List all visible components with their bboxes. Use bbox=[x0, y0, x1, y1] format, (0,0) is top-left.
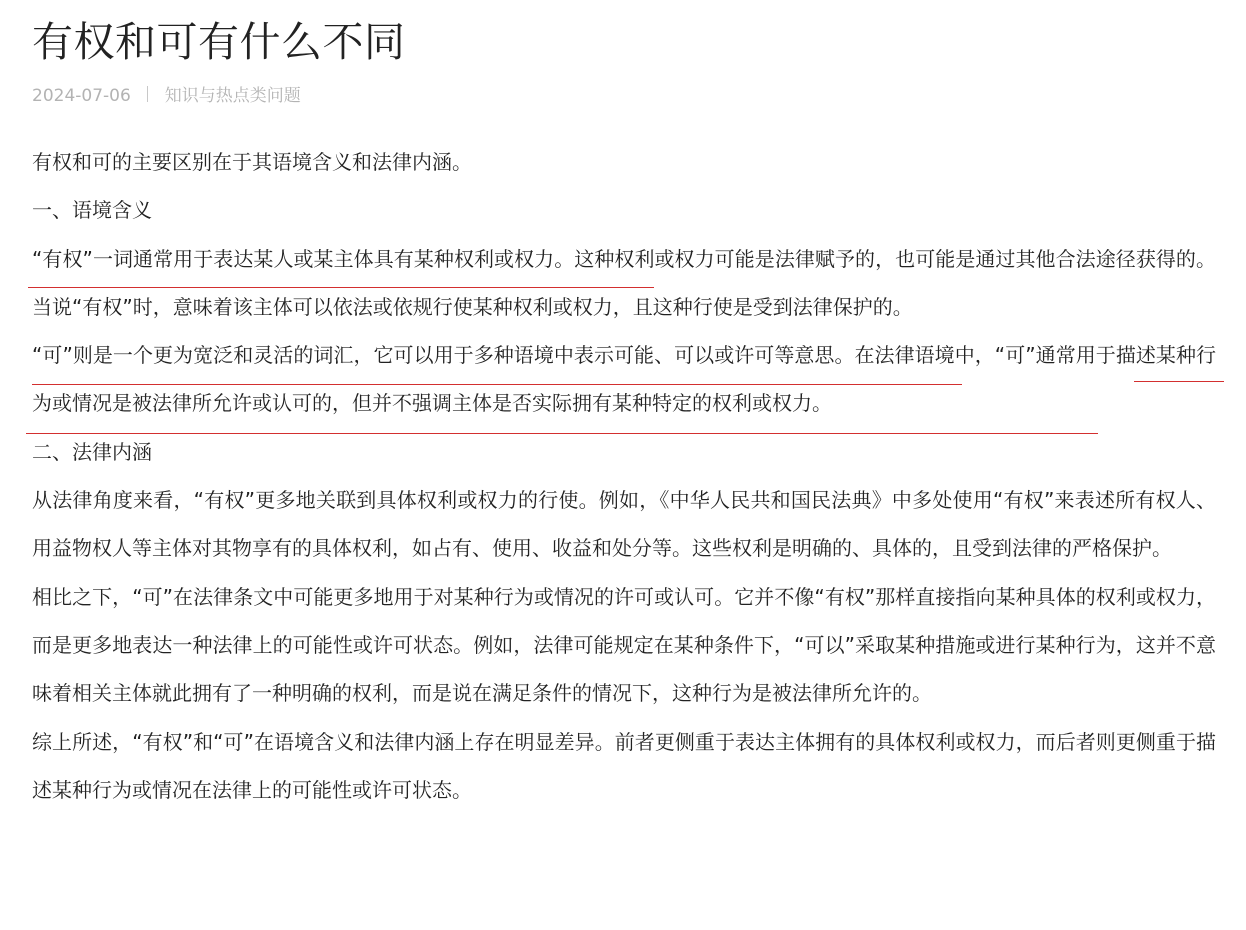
article-category[interactable]: 知识与热点类问题 bbox=[164, 86, 301, 106]
annotation-underline bbox=[28, 287, 654, 288]
section-heading-context: 一、语境含义 bbox=[32, 198, 152, 223]
section-heading-legal: 二、法律内涵 bbox=[32, 439, 152, 464]
context-paragraph-youquan: “有权”一词通常用于表达某人或某主体具有某种权利或权力。这种权利或权力可能是法律赋予的，也可能是通过其他合法途径获得的。当说“有权”时，意味着该主体可以依法或依规行使某种权利或权力，且这种行使是受到法律保护的。 bbox=[32, 246, 1216, 319]
annotation-underline bbox=[1134, 381, 1224, 382]
intro-paragraph: 有权和可的主要区别在于其语境含义和法律内涵。 bbox=[32, 150, 472, 174]
article-meta bbox=[32, 80, 1216, 112]
context-paragraph-ke: “可”则是一个更为宽泛和灵活的词汇，它可以用于多种语境中表示可能、可以或许可等意思。在法律语境中，“可”通常用于描述某种行为或情况是被法律所允许或认可的，但并不强调主体是否实际拥有某种特定的权利或权力。 bbox=[32, 343, 1216, 416]
meta-divider bbox=[147, 86, 148, 102]
legal-paragraph-ke: 相比之下，“可”在法律条文中可能更多地用于对某种行为或情况的许可或认可。它并不像“有权”那样直接指向某种具体的权利或权力，而是更多地表达一种法律上的可能性或许可状态。例如，法律可能规定在某种条件下，“可以”采取某种措施或进行某种行为，这并不意味着相关主体就此拥有了一种明确的权利，而是说在满足条件的情况下，这种行为是被法律所允许的。 bbox=[32, 584, 1216, 706]
annotation-underline bbox=[26, 433, 1098, 434]
article-title: 有权和可有什么不同 bbox=[32, 18, 406, 66]
annotation-underline bbox=[32, 384, 962, 385]
article-body bbox=[32, 138, 1216, 814]
legal-paragraph-youquan: 从法律角度来看，“有权”更多地关联到具体权利或权力的行使。例如，《中华人民共和国民法典》中多处使用“有权”来表述所有权人、用益物权人等主体对其物享有的具体权利，如占有、使用、收益和处分等。这些权利是明确的、具体的，且受到法律的严格保护。 bbox=[32, 488, 1216, 561]
article bbox=[32, 0, 1216, 814]
summary-paragraph: 综上所述，“有权”和“可”在语境含义和法律内涵上存在明显差异。前者更侧重于表达主体拥有的具体权利或权力，而后者则更侧重于描述某种行为或情况在法律上的可能性或许可状态。 bbox=[32, 729, 1216, 802]
publish-date: 2024-07-06 bbox=[32, 86, 131, 106]
